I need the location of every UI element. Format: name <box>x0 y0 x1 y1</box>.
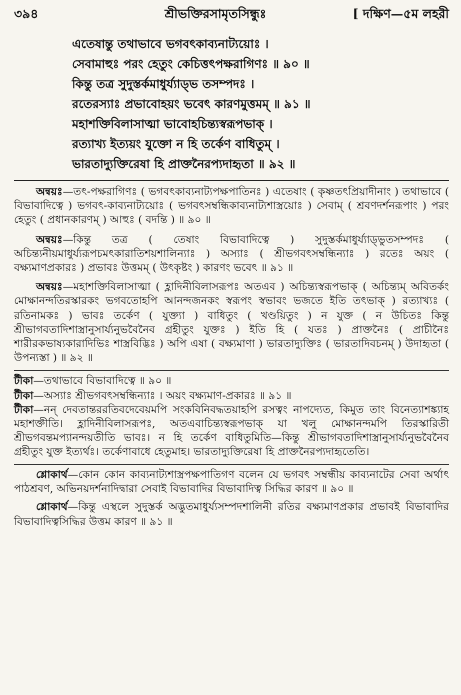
tika-label: টীকা <box>14 389 34 402</box>
tika-line <box>14 374 449 388</box>
verse-line: সেবামাহুঃ পরং হেতুং কেচিত্তৎপক্ষরাগিণঃ ॥ ৯০ ॥ <box>72 57 310 71</box>
tika-line <box>14 389 449 403</box>
sanskrit-verse <box>72 34 449 174</box>
anvaya-text: —তৎ-পক্ষরাগিণঃ ( ভগবৎকাব্যনাট্যপক্ষপাতিনঃ ) এতেষাং ( কৃষ্ণতৎপ্রিয়াদীনাং ) তথাভাবে ( বিভাবাদিত্বে ) ভগবৎ-কাব্যনাট্যয়োঃ ( ভগবৎসম্বন্ধিকাব্যনাট্যশাস্ত্রয়োঃ ) সেবাম্ ( শ্রবণদর্শনরূপাং ) পরং হেতুং ( প্রধানকারণম্ ) আহুঃ ( বদন্তি ) ॥ ৯০ ॥ <box>14 186 449 227</box>
gloka-paragraph <box>14 500 449 529</box>
gloka-text: —কোন কোন কাব্যনাট্যশাস্ত্রপক্ষপাতিগণ বলেন যে ভগবৎ সম্বন্ধীয় কাব্যনাটের সেবা অর্থাৎ পাঠশ্রবণ, অভিনয়দর্শনাদিদ্বারা সেবাই বিভাবাদির বিভাবাদিত্ব সিদ্ধির কারণ ॥ ৯০ ॥ <box>14 468 449 496</box>
tika-label: টীকা <box>14 375 34 388</box>
tika-paragraph <box>14 403 449 460</box>
verse-line: রত্যাখ্য ইত্যয়ং যুক্তো ন হি তর্কেণ বাধিতুম্ । <box>72 137 280 151</box>
gloka-label: শ্লোকার্থ <box>36 468 68 481</box>
tika-label: টীকা <box>14 403 34 416</box>
page-header <box>14 6 449 28</box>
section-divider <box>14 370 449 371</box>
anvaya-label: অন্বয়ঃ <box>36 281 63 294</box>
gloka-text: —কিন্তু এস্থলে সুদুস্তর্ক অদ্ভুতমাধুর্য্যসম্পদশালিনী রতির বক্ষ্যমাণপ্রকার প্রভাবই বিভাবাদির বিভাবাদিত্বসিদ্ধির উত্তম কারণ ॥ ৯১ ॥ <box>14 501 449 528</box>
verse-line: কিন্তু তত্র সুদুস্তর্কমাধুর্য্যাড্ভ তসম্পদঃ । <box>72 77 255 91</box>
anvaya-label: অন্বয়ঃ <box>36 233 63 246</box>
page-number: ৩৯৪ <box>14 6 39 21</box>
anvaya-paragraph <box>14 233 449 276</box>
section-divider <box>14 180 449 181</box>
tika-text: —তথাভাবে বিভাবাদিত্বে ॥ ৯০ ॥ <box>33 375 172 388</box>
book-title: শ্রীভক্তিরসামৃতসিন্ধুঃ <box>164 6 267 21</box>
anvaya-text: —মহাশক্তিবিলাসাত্মা ( হ্লাদিনীবিলাসরূপঃ অতএব ) অচিন্ত্যস্বরূপভাক্ ( অচিন্ত্যম্ অবিতর্কং মোক্ষানন্দতিরস্কারকং ভগবতোহপি আনন্দজনকং স্বরূপং স্বভাবং ভজতে ইতি তৎভাক্ ) রত্যাখ্যঃ ( রতিনামকঃ ) ভাবঃ তর্কেণ ( যুক্ত্যা ) বাধিতুং ( খণ্ডয়িতুং ) ন যুক্ত ( ন উচিতঃ কিন্তু শ্রীভাগবতাদিশাস্ত্রানুসার্য্যনুভবৈনৈব গ্রহীতুং যুক্তঃ ) ইতি হি ( যতঃ ) প্রাক্তনৈঃ ( প্রাচীনৈঃ শারীরকভাষ্যকারাদিভিঃ শাস্ত্রবিদ্ভিঃ ) অপি এষা ( বক্ষ্যমাণা ) ভারতাদ্যুক্তিঃ ( ভারতাদিবচনম্ ) উদাহৃতা ( উপন্যস্তা ) ॥ ৯২ ॥ <box>14 281 449 365</box>
section-label: [ দক্ষিণ—৫ম লহরী <box>352 6 449 21</box>
verse-line: ভারতাদ্যুক্তিরেষা হি প্রাক্তনৈরপ্যদাহৃতা ॥ ৯২ ॥ <box>72 157 296 171</box>
anvaya-text: —কিন্তু তত্র ( তেষাং বিভাবাদিত্বে ) সুদুস্তর্কমাধুর্য্যাড্ভুতসম্পদঃ ( অচিন্ত্যনীয়মাধুর্য্যরূপচমৎকারাতিশয়শালিন্যাঃ ) অস্যাঃ ( শ্রীভগবৎসম্বন্ধিন্যাঃ ) রতেঃ অয়ং ( বক্ষ্যমাণপ্রকারঃ ) প্রভাবঃ উত্তমম্ ( উৎকৃষ্টং ) কারণং ভবেৎ ॥ ৯১ ॥ <box>14 233 449 275</box>
anvaya-paragraph <box>14 185 449 228</box>
verse-line: এতেষান্তু তথাভাবে ভগবৎকাব্যনাট্যয়োঃ । <box>72 37 269 51</box>
anvaya-label: অন্বয়ঃ <box>36 186 63 198</box>
verse-line: রতেরস্যাঃ প্রভাবোহয়ং ভবেৎ কারণমুত্তমম্ ॥ ৯১ ॥ <box>72 97 311 111</box>
gloka-paragraph <box>14 468 449 497</box>
verse-line: মহাশক্তিবিলাসাত্মা ভাবোহচিন্ত্যস্বরূপভাক্ । <box>72 117 273 131</box>
section-divider <box>14 464 449 465</box>
tika-text: —অস্যাঃ শ্রীভগবৎসম্বন্ধিন্যাঃ । অয়ং বক্ষ্যমাণ-প্রকারঃ ॥ ৯১ ॥ <box>33 389 292 402</box>
anvaya-paragraph <box>14 280 449 365</box>
tika-text: —নন্ দেবতান্তররতিবদেবেয়মপি সংকবিনিবদ্ধতয়াহপি রসত্বং নাপদ্যেত, কিমুত তাং বিনেত্যাশঙ্ক্যাহ মহাশক্তীতি। হ্লাদিনীবিলাসরূপঃ, অতএবাচিন্ত্যস্বরূপভাক্ যা খলু মোক্ষানন্দমপি তিরস্কারিতী শ্রীভগবন্তমপ্যানন্দয়তীতি ভাবঃ। ন হি তর্কেণ বাধিতুমিতি—কিন্তু শ্রীভাগবতাদিশাস্ত্রানুসার্য্যনুভবৈনৈব গ্রহীতুং যুক্ত ইত্যর্থঃ। তর্কেণাবাধে হেতুমাহ। ভারতাদ্যুক্তিরেষা হি প্রাক্তনৈরপ্যদাহৃতেতি। <box>14 403 449 459</box>
gloka-label: শ্লোকার্থ <box>36 501 68 514</box>
